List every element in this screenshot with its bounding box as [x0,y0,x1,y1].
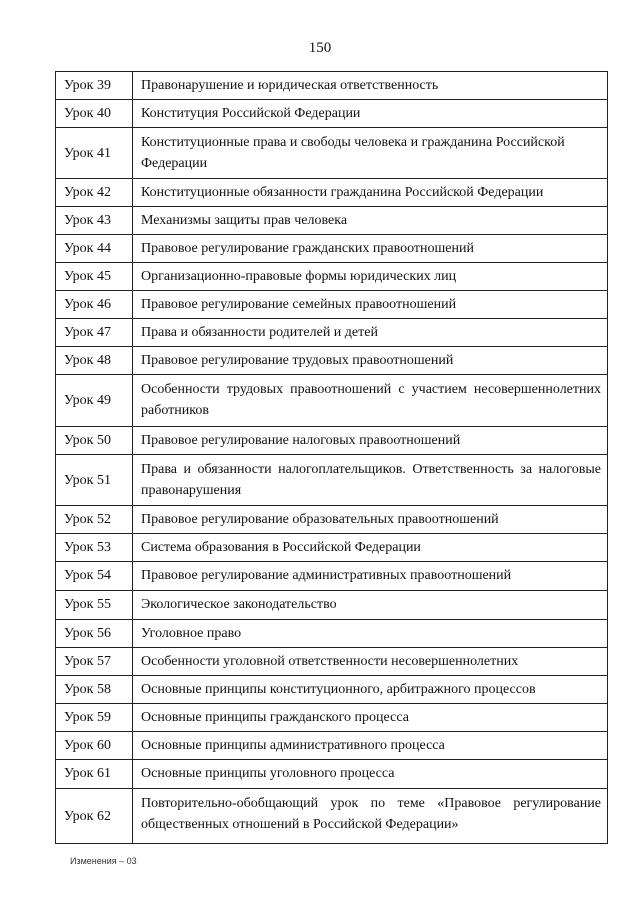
table-row [56,319,608,347]
table-row [56,291,608,319]
lesson-topic-cell: Основные принципы уголовного процесса [133,760,608,789]
table-row [56,455,608,506]
table-row [56,235,608,263]
lesson-number-cell: Урок 43 [56,207,133,235]
lesson-topic-cell: Правовое регулирование трудовых правоотношений [133,347,608,375]
lesson-number-cell: Урок 51 [56,455,133,506]
table-row [56,375,608,427]
lesson-topic-cell: Конституционные права и свободы человека и гражданина Российской Федерации [133,128,608,179]
lesson-number-cell: Урок 60 [56,732,133,760]
lesson-number-cell: Урок 57 [56,648,133,676]
table-row [56,263,608,291]
lesson-number-cell: Урок 55 [56,591,133,620]
lesson-number-cell: Урок 56 [56,620,133,648]
lesson-topic-cell: Основные принципы административного процесса [133,732,608,760]
lesson-number-cell: Урок 53 [56,534,133,562]
lesson-topic-cell: Правовое регулирование образовательных правоотношений [133,506,608,534]
table-row [56,732,608,760]
lesson-topic-cell: Конституция Российской Федерации [133,100,608,128]
table-row [56,591,608,620]
table-row [56,506,608,534]
lesson-topic-cell: Права и обязанности налогоплательщиков. Ответственность за налоговые правонарушения [133,455,608,506]
lesson-number-cell: Урок 41 [56,128,133,179]
table-row [56,427,608,455]
footer-revision: Изменения – 03 [70,856,137,866]
lesson-topic-cell: Механизмы защиты прав человека [133,207,608,235]
table-row [56,704,608,732]
table-row [56,347,608,375]
lesson-number-cell: Урок 48 [56,347,133,375]
table-row [56,760,608,789]
lesson-topic-cell: Основные принципы гражданского процесса [133,704,608,732]
lesson-number-cell: Урок 49 [56,375,133,427]
lesson-number-cell: Урок 39 [56,72,133,100]
table-row [56,562,608,591]
table-row [56,620,608,648]
lesson-topic-cell: Уголовное право [133,620,608,648]
lesson-topic-cell: Правовое регулирование гражданских правоотношений [133,235,608,263]
lesson-number-cell: Урок 44 [56,235,133,263]
lesson-topic-cell: Правовое регулирование налоговых правоотношений [133,427,608,455]
lesson-topic-cell: Особенности уголовной ответственности несовершеннолетних [133,648,608,676]
lesson-number-cell: Урок 40 [56,100,133,128]
table-row [56,534,608,562]
lesson-topic-cell: Правонарушение и юридическая ответственность [133,72,608,100]
lesson-topic-cell: Система образования в Российской Федерации [133,534,608,562]
lesson-number-cell: Урок 54 [56,562,133,591]
lesson-number-cell: Урок 45 [56,263,133,291]
table-row [56,648,608,676]
lessons-table-body [56,72,608,844]
lessons-table [55,71,608,844]
lesson-topic-cell: Права и обязанности родителей и детей [133,319,608,347]
lesson-topic-cell: Основные принципы конституционного, арбитражного процессов [133,676,608,704]
lesson-number-cell: Урок 58 [56,676,133,704]
lesson-number-cell: Урок 61 [56,760,133,789]
lesson-topic-cell: Повторительно-обобщающий урок по теме «Правовое регулирование общественных отношений в Российской Федерации» [133,789,608,844]
lesson-number-cell: Урок 42 [56,179,133,207]
table-row [56,207,608,235]
table-row [56,128,608,179]
lesson-topic-cell: Конституционные обязанности гражданина Российской Федерации [133,179,608,207]
table-row [56,676,608,704]
page-number: 150 [308,40,332,56]
lesson-number-cell: Урок 47 [56,319,133,347]
lesson-number-cell: Урок 46 [56,291,133,319]
lesson-topic-cell: Правовое регулирование административных правоотношений [133,562,608,591]
lesson-topic-cell: Экологическое законодательство [133,591,608,620]
table-row [56,789,608,844]
lesson-topic-cell: Организационно-правовые формы юридических лиц [133,263,608,291]
lesson-topic-cell: Особенности трудовых правоотношений с участием несовершеннолетних работников [133,375,608,427]
lesson-number-cell: Урок 62 [56,789,133,844]
table-row [56,100,608,128]
table-row [56,72,608,100]
lesson-topic-cell: Правовое регулирование семейных правоотношений [133,291,608,319]
lesson-number-cell: Урок 52 [56,506,133,534]
lesson-number-cell: Урок 50 [56,427,133,455]
table-row [56,179,608,207]
lesson-number-cell: Урок 59 [56,704,133,732]
